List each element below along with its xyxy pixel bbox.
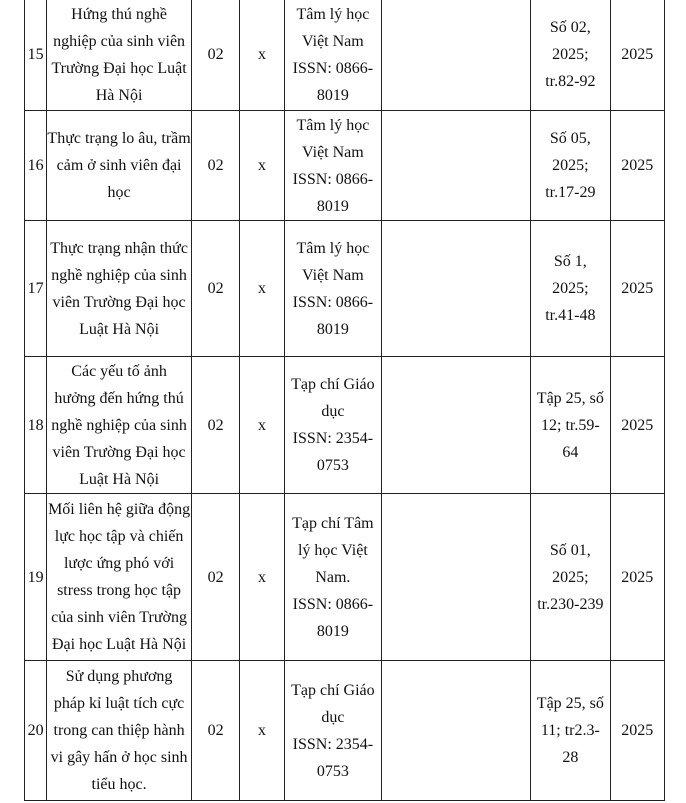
article-title-cell — [47, 0, 192, 111]
table-row — [25, 661, 665, 801]
issue-pages-cell — [531, 0, 610, 111]
row-number-cell: 19 — [25, 494, 47, 661]
table-row — [25, 0, 665, 111]
article-title-line: nghề nghiệp của sinh — [51, 266, 187, 284]
issue-pages-cell — [531, 111, 610, 221]
author-count-cell: 02 — [192, 494, 240, 661]
main-author-mark-cell: x — [240, 494, 284, 661]
table-row — [25, 494, 665, 661]
year-cell: 2025 — [610, 357, 664, 494]
journal-cell — [284, 111, 382, 221]
journal-cell — [284, 494, 382, 661]
issue-line: Số 01, — [549, 541, 591, 559]
publication-table-body — [25, 0, 665, 801]
journal-line: 0753 — [316, 762, 349, 780]
issue-line: 28 — [562, 749, 579, 766]
journal-line: Tâm lý học — [296, 5, 370, 23]
article-title-line: của sinh viên Trường — [51, 609, 187, 626]
article-title-line: Luật Hà Nội — [79, 470, 160, 488]
journal-line: Nam. — [315, 568, 351, 586]
issue-pages-cell — [531, 221, 610, 357]
journal-line: ISSN: 0866- — [292, 293, 374, 311]
article-title-cell — [47, 494, 192, 661]
year-cell: 2025 — [610, 111, 664, 221]
empty-cell — [382, 661, 531, 801]
journal-cell — [284, 661, 382, 801]
article-title-line: lược ứng phó với — [63, 555, 175, 572]
journal-line: Tâm lý học — [296, 116, 370, 134]
article-title-line: nghiệp của sinh viên — [53, 32, 186, 50]
issue-line: tr.17-29 — [545, 184, 596, 201]
issue-line: 2025; — [552, 46, 589, 63]
issue-pages-cell — [531, 494, 610, 661]
row-number-cell: 17 — [25, 221, 47, 357]
issue-line: Số 05, — [549, 130, 591, 147]
issue-line: 2025; — [552, 157, 589, 174]
main-author-mark-cell: x — [240, 357, 284, 494]
issue-line: 2025; — [552, 280, 589, 297]
journal-line: Việt Nam — [302, 266, 364, 284]
article-title-line: Đại học Luật Hà Nội — [51, 636, 187, 653]
journal-cell — [284, 357, 382, 494]
empty-cell — [382, 221, 531, 357]
issue-line: 2025; — [552, 568, 589, 586]
article-title-line: viên Trường Đại học — [52, 293, 186, 311]
journal-line: lý học Việt — [297, 541, 368, 559]
main-author-mark-cell: x — [240, 111, 284, 221]
issue-line: tr.41-48 — [545, 307, 596, 324]
empty-cell — [382, 357, 531, 494]
journal-line: ISSN: 0866- — [292, 170, 374, 188]
article-title-line: cảm ở sinh viên đại — [56, 157, 182, 174]
article-title-line: Luật Hà Nội — [79, 320, 160, 338]
issue-line: Số 1, — [553, 253, 587, 270]
issue-line: 64 — [562, 443, 579, 461]
author-count-cell: 02 — [192, 357, 240, 494]
table-row — [25, 357, 665, 494]
journal-cell — [284, 221, 382, 357]
year-cell: 2025 — [610, 494, 664, 661]
article-title-line: pháp kỉ luật tích cực — [53, 695, 185, 712]
year-cell: 2025 — [610, 0, 664, 111]
article-title-line: viên Trường Đại học — [52, 443, 186, 461]
issue-line: tr.230-239 — [537, 595, 604, 613]
journal-line: Tạp chí Tâm — [292, 514, 374, 532]
issue-line: 12; tr.59- — [541, 416, 600, 434]
row-number-cell: 18 — [25, 357, 47, 494]
journal-line: 8019 — [316, 86, 349, 104]
article-title-cell — [47, 661, 192, 801]
issue-pages-cell — [531, 357, 610, 494]
article-title-line: nghề nghiệp của sinh — [51, 416, 187, 434]
article-title-cell — [47, 111, 192, 221]
journal-line: Tạp chí Giáo — [291, 681, 375, 699]
issue-line: Tập 25, số — [536, 695, 604, 712]
journal-line: Tâm lý học — [296, 239, 370, 257]
author-count-cell: 02 — [192, 221, 240, 357]
author-count-cell: 02 — [192, 661, 240, 801]
article-title-line: trong can thiệp hành — [53, 722, 185, 739]
article-title-line: Thực trạng nhận thức — [50, 239, 188, 257]
empty-cell — [382, 494, 531, 661]
row-number-cell: 16 — [25, 111, 47, 221]
article-title-line: Sử dụng phương — [65, 668, 173, 685]
article-title-cell — [47, 357, 192, 494]
main-author-mark-cell: x — [240, 0, 284, 111]
article-title-line: Mối liên hệ giữa động — [48, 501, 191, 518]
article-title-line: vi gây hấn ở học sinh — [50, 749, 188, 766]
journal-line: Việt Nam — [302, 32, 364, 50]
row-number-cell: 15 — [25, 0, 47, 111]
journal-line: 8019 — [316, 197, 349, 215]
issue-line: Số 02, — [549, 19, 591, 36]
article-title-line: hưởng đến hứng thú — [54, 389, 184, 407]
empty-cell — [382, 111, 531, 221]
table-row — [25, 221, 665, 357]
year-cell: 2025 — [610, 221, 664, 357]
journal-line: dục — [321, 403, 345, 420]
article-title-line: tiểu học. — [91, 776, 147, 793]
main-author-mark-cell: x — [240, 661, 284, 801]
journal-line: 0753 — [316, 457, 349, 474]
author-count-cell: 02 — [192, 111, 240, 221]
year-cell: 2025 — [610, 661, 664, 801]
article-title-line: Hà Nội — [95, 86, 143, 104]
journal-line: dục — [321, 708, 345, 726]
issue-pages-cell — [531, 661, 610, 801]
article-title-line: Trường Đại học Luật — [51, 59, 187, 77]
journal-cell — [284, 0, 382, 111]
article-title-line: stress trong học tập — [57, 582, 182, 599]
journal-line: ISSN: 0866- — [292, 59, 374, 77]
main-author-mark-cell: x — [240, 221, 284, 357]
journal-line: Tạp chí Giáo — [291, 376, 375, 393]
issue-line: tr.82-92 — [545, 73, 596, 90]
journal-line: ISSN: 2354- — [292, 735, 374, 753]
journal-line: ISSN: 0866- — [292, 595, 374, 613]
empty-cell — [382, 0, 531, 111]
table-row — [25, 111, 665, 221]
issue-line: 11; tr2.3- — [540, 722, 600, 739]
article-title-line: Các yếu tố ảnh — [71, 362, 167, 380]
journal-line: ISSN: 2354- — [292, 430, 374, 447]
article-title-line: Thực trạng lo âu, trầm — [47, 130, 191, 147]
publication-table — [24, 0, 665, 801]
article-title-line: Hứng thú nghề — [71, 5, 167, 23]
article-title-line: lực học tập và chiến — [54, 528, 184, 545]
article-title-line: học — [107, 184, 131, 201]
journal-line: Việt Nam — [302, 143, 364, 161]
issue-line: Tập 25, số — [536, 389, 604, 407]
article-title-cell — [47, 221, 192, 357]
row-number-cell: 20 — [25, 661, 47, 801]
author-count-cell: 02 — [192, 0, 240, 111]
journal-line: 8019 — [316, 320, 349, 338]
journal-line: 8019 — [316, 622, 349, 640]
